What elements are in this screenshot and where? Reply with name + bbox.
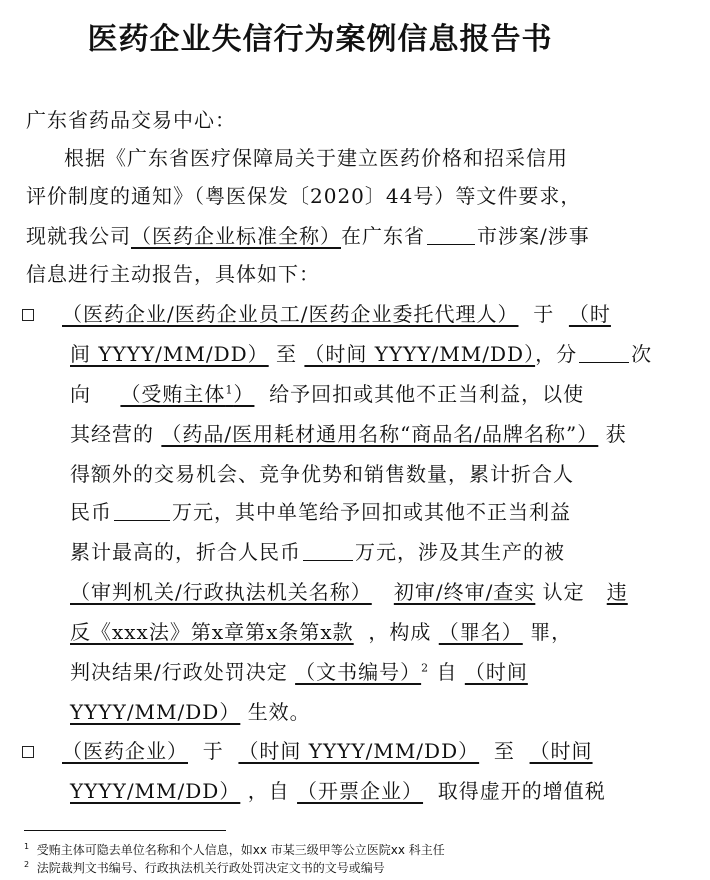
invoicing-company-field[interactable]: （开票企业） [297,779,424,803]
intro-line-3 [26,220,666,252]
item-1-line-5: 得额外的交易机会、竞争优势和销售数量，累计折合人 [70,462,574,486]
effective-date-field[interactable]: （时间 [464,660,528,684]
item-2-text: 取得虚开的增值税 [437,779,606,803]
document-number-field[interactable]: （文书编号） [295,660,422,684]
item-2-start-date-field[interactable]: （时间 YYYY/MM/DD） [238,739,480,763]
item-1-line-9 [70,616,710,648]
item-2-text: 至 [493,739,515,763]
intro-text: 市涉案/涉事 [477,224,590,248]
item-2-end-date-field[interactable]: （时间 [529,739,593,763]
item-1-text: 万元，其中单笔给予回扣或其他不正当利益 [172,500,571,524]
recipient-field[interactable]: （受贿主体$^1$） [120,382,255,406]
item-1-text: 认定 [542,580,585,604]
law-article-field-cont[interactable]: 反《xxx法》第x章第x条第x款 [70,620,354,644]
item-1-text: 至 [276,342,298,366]
start-date-field[interactable]: （时 [568,302,611,326]
intro-text: 现就我公司 [26,224,131,248]
item-2-text: ，自 [247,779,290,803]
intro-line-2: 评价制度的通知》（粤医保发〔2020〕44号）等文件要求， [26,184,582,208]
item-1-line-7 [70,536,710,568]
intro-text: 在广东省 [341,224,425,248]
product-name-field[interactable]: （药品/医用耗材通用名称“商品名/品牌名称”） [161,422,599,446]
item-1-line-2 [70,338,710,370]
item-2-line-2 [70,775,710,807]
footnote-ref-1: 1 [225,383,234,397]
item-1-line-4 [70,418,710,450]
item-1-text: 累计最高的，折合人民币 [70,540,301,564]
footnote-1 [24,842,445,858]
item-1-checkbox[interactable] [22,309,34,321]
footnote-2 [24,860,385,876]
total-amount-blank[interactable] [114,498,170,521]
intro-line-1: 根据《广东省医疗保障局关于建立医药价格和招采信用 [64,146,568,170]
item-1-text: 其经营的 [70,422,154,446]
item-1-line-1 [62,298,702,330]
company-name-field[interactable]: （医药企业标准全称） [131,224,341,248]
item-1-text: 自 [436,660,458,684]
company-field[interactable]: （医药企业） [62,739,188,763]
effective-date-field-cont[interactable]: YYYY/MM/DD） [70,700,241,724]
item-1-text: 次 [631,342,653,366]
item-1-text: ，分 [535,342,578,366]
footnote-1-text: 受贿主体可隐去单位名称和个人信息，如xx 市某三级甲等公立医院xx 科主任 [36,843,445,857]
city-blank[interactable] [427,222,475,245]
review-stage-field[interactable]: 初审/终审/查实 [393,580,536,604]
item-1-text: 判决结果/行政处罚决定 [70,660,288,684]
item-1-text: 生效。 [247,700,311,724]
footnote-divider [24,830,226,831]
start-date-field-cont[interactable]: 间 YYYY/MM/DD） [70,342,269,366]
item-2-checkbox[interactable] [22,746,34,758]
footnote-2-text: 法院裁判文书编号、行政执法机关行政处罚决定文书的文号或编号 [36,861,385,875]
authority-field[interactable]: （审判机关/行政执法机关名称） [70,580,372,604]
item-1-text: 给予回扣或其他不正当利益，以使 [269,382,585,406]
footnote-2-number: 2 [24,860,30,869]
item-1-text: 向 [70,382,91,406]
item-1-text: ，构成 [368,620,432,644]
footnote-1-number: 1 [24,842,30,851]
end-date-field[interactable]: （时间 YYYY/MM/DD） [304,342,536,366]
item-1-line-11 [70,696,710,728]
crime-name-field[interactable]: （罪名） [438,620,523,644]
offender-field[interactable]: （医药企业/医药企业员工/医药企业委托代理人） [62,302,519,326]
item-2-text: 于 [202,739,224,763]
item-1-line-10 [70,656,710,688]
item-1-text: 罪， [530,620,573,644]
item-1-text: 万元，涉及其生产的被 [355,540,565,564]
item-1-text: 于 [533,302,555,326]
page-title: 医药企业失信行为案例信息报告书 [87,22,553,57]
item-1-text: 民币 [70,500,112,524]
item-1-line-8 [70,576,710,608]
item-1-line-3 [70,378,710,410]
addressee: 广东省药品交易中心： [26,108,236,132]
footnote-ref-2: 2 [421,661,430,675]
intro-line-4: 信息进行主动报告，具体如下： [26,262,320,286]
item-2-line-1 [62,735,702,767]
item-1-line-6 [70,496,710,528]
max-amount-blank[interactable] [303,538,353,561]
times-blank[interactable] [579,340,629,363]
item-2-end-date-field-cont[interactable]: YYYY/MM/DD） [70,779,241,803]
item-1-text: 获 [605,422,627,446]
law-article-field[interactable]: 违 [606,580,628,604]
